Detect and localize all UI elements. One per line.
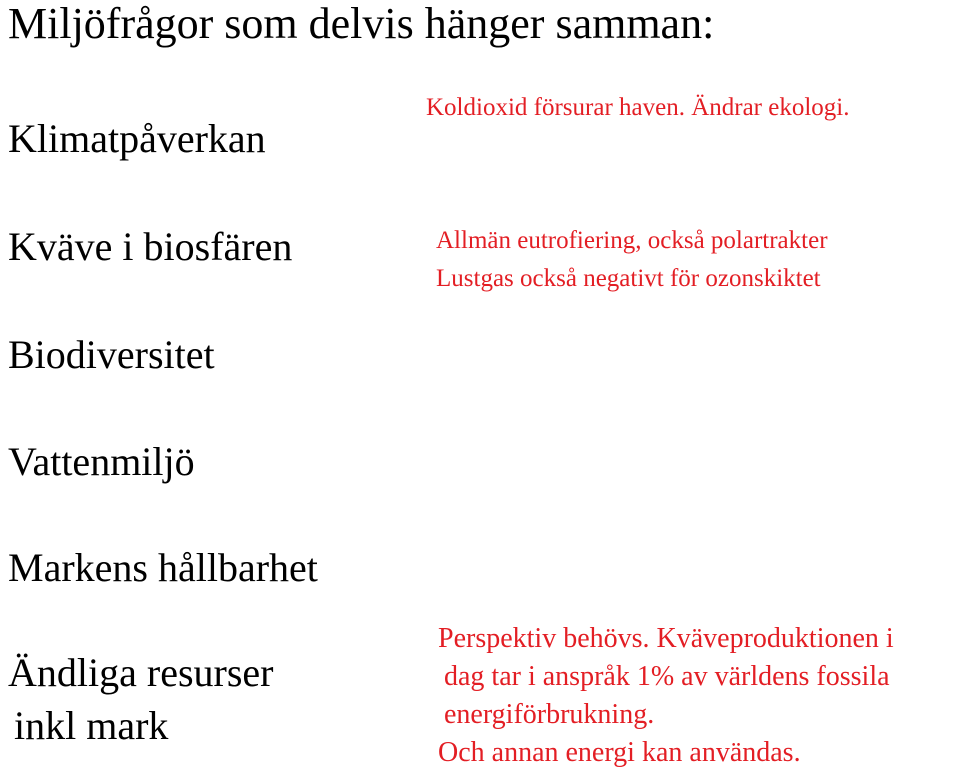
note-resurser-line2: dag tar i anspråk 1% av världens fossila xyxy=(444,661,890,692)
topic-inkl-mark: inkl mark xyxy=(14,703,169,748)
topic-kvave: Kväve i biosfären xyxy=(8,224,293,269)
note-resurser-line1: Perspektiv behövs. Kväveproduktionen i xyxy=(438,623,894,654)
topic-markens-hallbarhet: Markens hållbarhet xyxy=(8,545,318,590)
page-title: Miljöfrågor som delvis hänger samman: xyxy=(8,0,715,48)
topic-andliga-resurser: Ändliga resurser xyxy=(8,650,274,695)
note-resurser-line3: energiförbrukning. xyxy=(444,699,655,730)
topic-biodiversitet: Biodiversitet xyxy=(8,332,215,377)
topic-vattenmiljo: Vattenmiljö xyxy=(8,439,195,484)
note-kvave-line2: Lustgas också negativt för ozonskiktet xyxy=(436,265,821,292)
note-resurser-line4: Och annan energi kan användas. xyxy=(438,737,801,768)
note-kvave-line1: Allmän eutrofiering, också polartrakter xyxy=(436,227,828,254)
topic-klimatpaverkan: Klimatpåverkan xyxy=(8,116,266,161)
note-klimatpaverkan: Koldioxid försurar haven. Ändrar ekologi. xyxy=(426,94,850,121)
